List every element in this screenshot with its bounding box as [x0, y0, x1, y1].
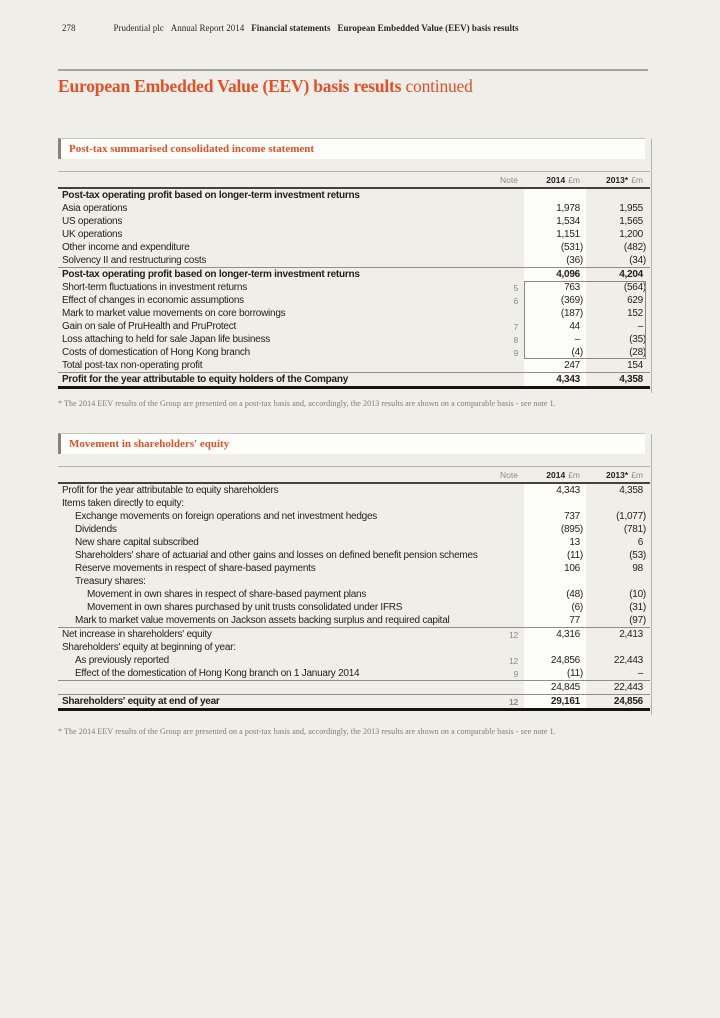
note-ref [480, 359, 524, 372]
col-2013-header: 2013* £m [605, 174, 643, 185]
row-label: Post-tax operating profit based on longer-term investment returns [62, 269, 360, 280]
table-row [58, 694, 650, 708]
value-2013: (781) [623, 524, 646, 535]
value-2014: 77 [524, 614, 586, 627]
value-2013: 154 [627, 360, 643, 371]
note-ref [480, 228, 524, 241]
value-2014 [524, 641, 586, 654]
row-label: Total post-tax non-operating profit [62, 360, 203, 371]
value-2014: 737 [524, 510, 586, 523]
note-ref [480, 562, 524, 575]
table-row [58, 307, 650, 320]
row-label: Asia operations [62, 203, 128, 214]
value-2013: 24,856 [613, 696, 643, 707]
breadcrumb-item-report: Annual Report 2014 [170, 23, 245, 33]
value-2013 [586, 575, 650, 588]
table-row [58, 202, 650, 215]
note-ref [480, 536, 524, 549]
value-2014: 24,856 [524, 654, 586, 667]
note-ref: 5 [513, 282, 518, 293]
note-ref [480, 575, 524, 588]
row-label: New share capital subscribed [75, 537, 199, 548]
table-row [58, 189, 650, 202]
value-2013: 1,200 [619, 229, 643, 240]
note-ref [480, 510, 524, 523]
row-label: Exchange movements on foreign operations and net investment hedges [75, 511, 378, 522]
note-ref [480, 523, 524, 536]
table-row [58, 333, 650, 346]
section-title-bar [58, 138, 645, 159]
table-row [58, 497, 650, 510]
value-2013: (564) [623, 282, 646, 293]
note-ref [480, 215, 524, 228]
value-2013 [586, 189, 650, 202]
table-row [58, 562, 650, 575]
table-row [58, 680, 650, 694]
income-statement-table [58, 189, 650, 389]
value-2013: (34) [629, 255, 646, 266]
value-2014: (48) [524, 588, 586, 601]
page-title-main: European Embedded Value (EEV) basis results [58, 76, 402, 96]
row-label: Effect of the domestication of Hong Kong branch on 1 January 2014 [75, 668, 360, 679]
page-title [58, 69, 648, 97]
note-ref [480, 202, 524, 215]
table-row [58, 575, 650, 588]
value-2014: (36) [524, 254, 586, 267]
row-label: Short-term fluctuations in investment returns [62, 282, 247, 293]
margin-rule [651, 434, 652, 715]
value-2013: (31) [629, 602, 646, 613]
col-note-header: Note [500, 469, 518, 480]
note-ref [480, 497, 524, 510]
note-ref [480, 307, 524, 320]
table-row [58, 294, 650, 307]
value-2014 [524, 189, 586, 202]
value-2014: 4,343 [524, 373, 586, 386]
value-2013: (97) [629, 615, 646, 626]
note-ref: 12 [509, 629, 518, 640]
value-2013: 4,204 [619, 269, 643, 280]
value-2014: (11) [524, 549, 586, 562]
row-label: Costs of domestication of Hong Kong branch [62, 347, 250, 358]
column-header-row [58, 171, 650, 189]
value-2014: (369) [524, 294, 586, 307]
row-label: UK operations [62, 229, 123, 240]
shareholders-equity-table [58, 484, 650, 711]
value-2014: 1,978 [524, 202, 586, 215]
row-label: Net increase in shareholders' equity [62, 629, 212, 640]
value-2013: 4,358 [619, 374, 643, 385]
note-ref [480, 588, 524, 601]
value-2013: 6 [637, 537, 643, 548]
value-2014: 4,316 [524, 628, 586, 641]
table-row [58, 601, 650, 614]
row-label: Movement in own shares purchased by unit trusts consolidated under IFRS [87, 602, 403, 613]
row-label: Treasury shares: [75, 576, 146, 587]
note-ref: 12 [509, 696, 518, 707]
page-header [62, 23, 660, 33]
table-row [58, 267, 650, 281]
row-label: Solvency II and restructuring costs [62, 255, 207, 266]
table-row [58, 588, 650, 601]
table-row [58, 641, 650, 654]
section-title-bar [58, 433, 645, 454]
value-2013: 4,358 [619, 485, 643, 496]
value-2014 [524, 575, 586, 588]
value-2013: (35) [629, 334, 646, 345]
value-2014: 44 [524, 320, 586, 333]
value-2013: (28) [629, 347, 646, 358]
value-2014: 4,343 [524, 484, 586, 497]
row-label: Dividends [75, 524, 117, 535]
note-ref [480, 268, 524, 281]
breadcrumb-item-subsection: European Embedded Value (EEV) basis results [337, 23, 519, 33]
note-ref [480, 373, 524, 386]
value-2013: (482) [623, 242, 646, 253]
value-2013: (1,077) [616, 511, 646, 522]
row-label: Profit for the year attributable to equity shareholders [62, 485, 279, 496]
note-ref: 7 [513, 321, 518, 332]
value-2013: 1,565 [619, 216, 643, 227]
table-row [58, 359, 650, 372]
note-ref: 8 [513, 334, 518, 345]
row-label: Mark to market value movements on Jackson assets backing surplus and required capital [75, 615, 450, 626]
table-row [58, 372, 650, 386]
value-2014: 1,534 [524, 215, 586, 228]
page-title-continued: continued [405, 76, 473, 96]
column-header-row [58, 466, 650, 484]
note-ref [480, 641, 524, 654]
value-2013: 22,443 [613, 682, 643, 693]
note-ref [480, 254, 524, 267]
value-2014: (531) [524, 241, 586, 254]
table-row [58, 536, 650, 549]
value-2013: (53) [629, 550, 646, 561]
col-2014-header: 2014 £m [546, 174, 580, 185]
table-row [58, 228, 650, 241]
value-2014: (187) [524, 307, 586, 320]
table-row [58, 320, 650, 333]
col-2013-header: 2013* £m [605, 469, 643, 480]
row-label: Mark to market value movements on core borrowings [62, 308, 286, 319]
row-label: Post-tax operating profit based on longer-term investment returns [62, 190, 360, 201]
value-2014: (11) [524, 667, 586, 680]
value-2014: 763 [524, 281, 586, 294]
section-title: Post-tax summarised consolidated income statement [69, 143, 315, 155]
value-2014: 4,096 [524, 268, 586, 281]
row-label: Items taken directly to equity: [62, 498, 184, 509]
breadcrumb-item-company: Prudential plc [113, 23, 164, 33]
note-ref [480, 614, 524, 627]
table-row [58, 510, 650, 523]
breadcrumb-item-section: Financial statements [251, 23, 331, 33]
table-row [58, 254, 650, 267]
footnote: * The 2014 EEV results of the Group are presented on a post-tax basis and, accordingly, the 2013 results are shown on a comparable basis - see note 1. [58, 399, 556, 408]
value-2014: 106 [524, 562, 586, 575]
note-ref [480, 484, 524, 497]
row-label: Shareholders' equity at end of year [62, 696, 220, 707]
note-ref: 9 [513, 668, 518, 679]
row-label: Profit for the year attributable to equity holders of the Company [62, 374, 349, 385]
value-2013 [586, 641, 650, 654]
income-statement-section [58, 138, 650, 389]
table-row [58, 549, 650, 562]
note-ref [480, 681, 524, 694]
footnote: * The 2014 EEV results of the Group are presented on a post-tax basis and, accordingly, the 2013 results are shown on a comparable basis - see note 1. [58, 727, 556, 736]
row-label: Effect of changes in economic assumptions [62, 295, 244, 306]
col-note-header: Note [500, 174, 518, 185]
row-label: US operations [62, 216, 123, 227]
table-row [58, 654, 650, 667]
value-2014: (895) [524, 523, 586, 536]
table-row [58, 241, 650, 254]
note-ref [480, 189, 524, 202]
table-row [58, 667, 650, 680]
row-label: Reserve movements in respect of share-based payments [75, 563, 316, 574]
row-label: Gain on sale of PruHealth and PruProtect [62, 321, 236, 332]
table-row [58, 346, 650, 359]
value-2014: 24,845 [524, 681, 586, 694]
note-ref [480, 601, 524, 614]
value-2013: 98 [632, 563, 643, 574]
note-ref: 6 [513, 295, 518, 306]
value-2014: 247 [524, 359, 586, 372]
value-2014 [524, 497, 586, 510]
table-row [58, 614, 650, 627]
col-2014-header: 2014 £m [546, 469, 580, 480]
row-label: Shareholders' equity at beginning of year: [62, 642, 236, 653]
table-row [58, 215, 650, 228]
margin-rule [651, 139, 652, 393]
value-2013: 2,413 [619, 629, 643, 640]
note-ref: 12 [509, 655, 518, 666]
table-row [58, 627, 650, 641]
value-2013: 152 [627, 308, 643, 319]
value-2014: (4) [524, 346, 586, 359]
table-row [58, 523, 650, 536]
value-2013: – [637, 668, 643, 679]
note-ref [480, 241, 524, 254]
value-2014: 29,161 [524, 695, 586, 708]
value-2013: 22,443 [613, 655, 643, 666]
value-2013: 1,955 [619, 203, 643, 214]
row-label: Loss attaching to held for sale Japan life business [62, 334, 270, 345]
row-label: Other income and expenditure [62, 242, 190, 253]
row-label: Shareholders' share of actuarial and other gains and losses on defined benefit pension schemes [75, 550, 478, 561]
value-2014: 1,151 [524, 228, 586, 241]
value-2014: 13 [524, 536, 586, 549]
shareholders-equity-section [58, 433, 650, 711]
note-ref [480, 549, 524, 562]
table-row [58, 484, 650, 497]
value-2014: – [524, 333, 586, 346]
page-number: 278 [62, 23, 76, 33]
value-2013 [586, 497, 650, 510]
row-label: As previously reported [75, 655, 169, 666]
value-2013: (10) [629, 589, 646, 600]
value-2013: 629 [627, 295, 643, 306]
section-title: Movement in shareholders' equity [69, 438, 230, 450]
value-2014: (6) [524, 601, 586, 614]
table-row [58, 281, 650, 294]
value-2013: – [637, 321, 643, 332]
note-ref: 9 [513, 347, 518, 358]
row-label: Movement in own shares in respect of share-based payment plans [87, 589, 367, 600]
